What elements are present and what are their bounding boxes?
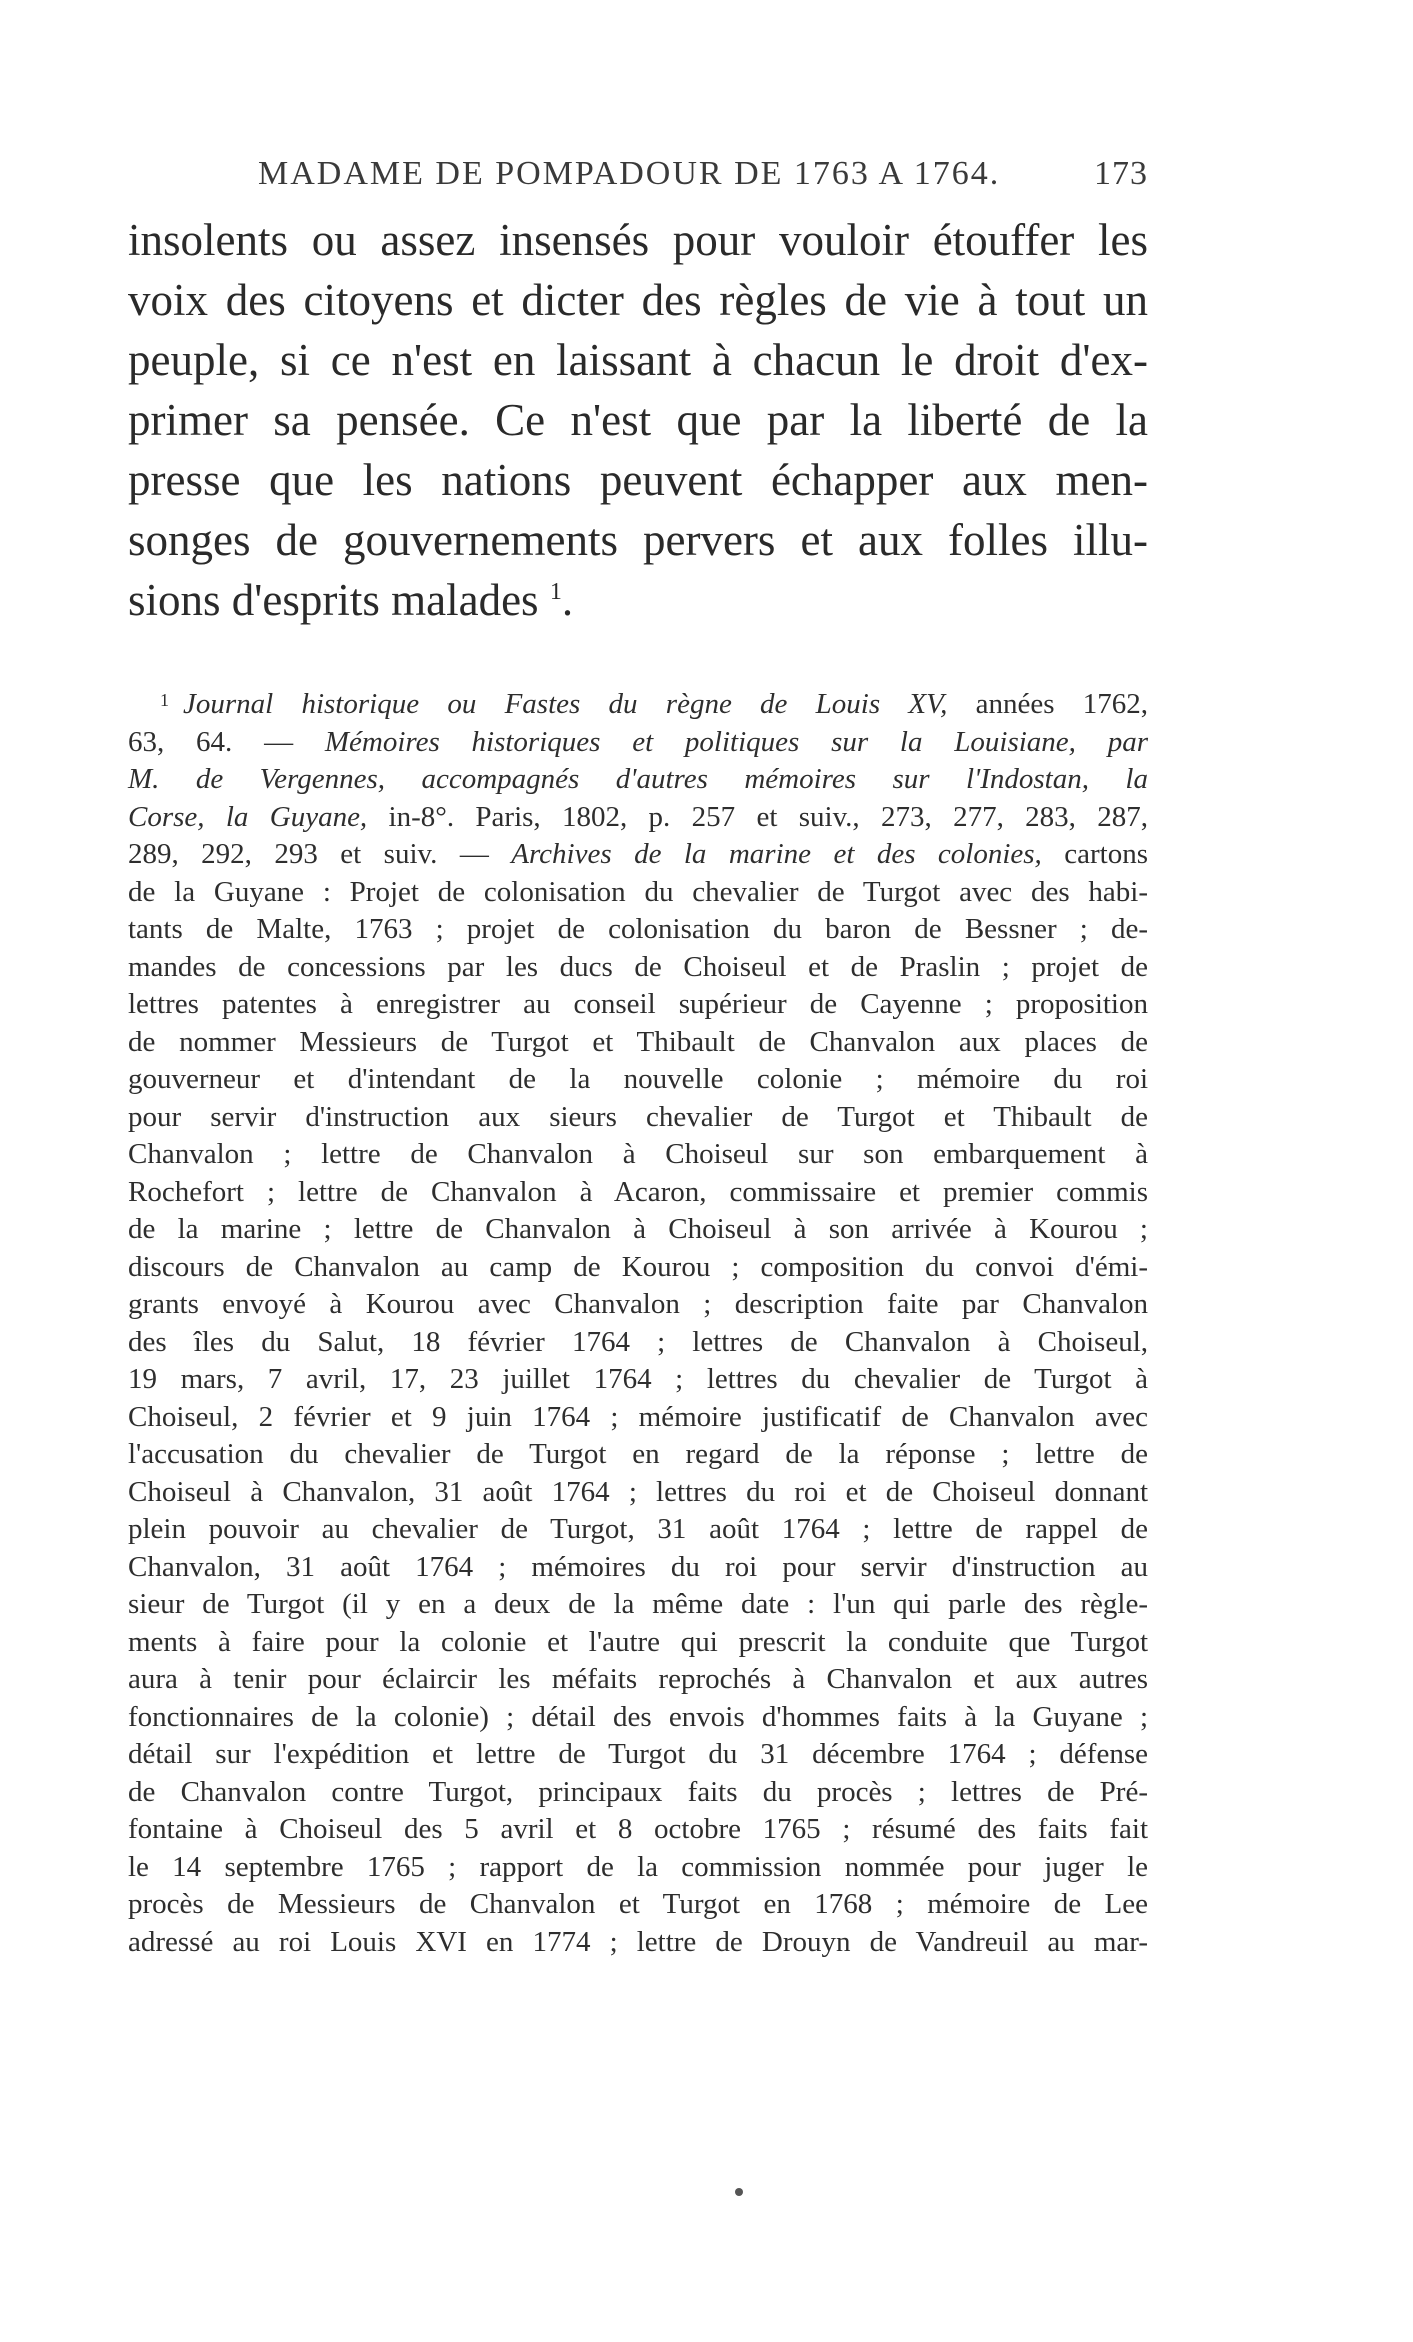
body-line: insolents ou assez insensés pour vouloir étouffer les (128, 215, 1148, 265)
body-line: primer sa pensée. Ce n'est que par la liberté de la (128, 395, 1148, 445)
footnote-line: de nommer Messieurs de Turgot et Thibault de Chanvalon aux places de (128, 1025, 1148, 1058)
footnote-line: 19 mars, 7 avril, 17, 23 juillet 1764 ; lettres du chevalier de Turgot à (128, 1363, 1148, 1395)
body-line-text: sions d'esprits malades (128, 575, 539, 625)
footnote-text: 289, 292, 293 et suiv. — (128, 838, 512, 870)
footnote-line: le 14 septembre 1765 ; rapport de la commission nommée pour juger le (128, 1850, 1148, 1883)
footnote-marker: 1 (160, 690, 169, 710)
footnote-citation-title: Archives de la marine et des colonies, (511, 838, 1042, 870)
footnote-line: l'accusation du chevalier de Turgot en regard de la réponse ; lettre de (128, 1438, 1148, 1470)
body-paragraph (128, 210, 1148, 630)
footnote-line: fontaine à Choiseul des 5 avril et 8 octobre 1765 ; résumé des faits fait (128, 1813, 1148, 1845)
footnote-citation-title: M. de Vergennes, accompagnés d'autres mémoires sur l'Indostan, la (128, 763, 1148, 795)
footnote-line: Rochefort ; lettre de Chanvalon à Acaron, commissaire et premier commis (128, 1175, 1148, 1208)
footnote-line: de Chanvalon contre Turgot, principaux faits du procès ; lettres de Pré- (128, 1775, 1148, 1808)
footnote-citation-title: Journal historique ou Fastes du règne de Louis XV, (183, 688, 948, 720)
footnote-line: des îles du Salut, 18 février 1764 ; lettres de Chanvalon à Choiseul, (128, 1325, 1148, 1358)
footnote-line: procès de Messieurs de Chanvalon et Turgot en 1768 ; mémoire de Lee (128, 1888, 1148, 1920)
footnote-text: années 1762, (947, 688, 1148, 720)
footnote-reference: 1 (549, 579, 562, 605)
footnote-line (128, 799, 1148, 837)
footnote-line: discours de Chanvalon au camp de Kourou ; composition du convoi d'émi- (128, 1250, 1148, 1283)
footnote (128, 686, 1148, 1961)
footnote-line: grants envoyé à Kourou avec Chanvalon ; description faite par Chanvalon (128, 1288, 1148, 1320)
footnote-line (128, 761, 1148, 799)
footnote-line: plein pouvoir au chevalier de Turgot, 31 août 1764 ; lettre de rappel de (128, 1513, 1148, 1545)
footnote-line: sieur de Turgot (il y en a deux de la même date : l'un qui parle des règle- (128, 1588, 1148, 1620)
body-line-last (128, 570, 1148, 630)
footnote-line (128, 724, 1148, 762)
footnote-line (128, 686, 1148, 724)
footnote-line: tants de Malte, 1763 ; projet de colonisation du baron de Bessner ; de- (128, 913, 1148, 945)
footnote-line: de la Guyane : Projet de colonisation du chevalier de Turgot avec des habi- (128, 875, 1148, 908)
footnote-text: in-8°. Paris, 1802, p. 257 et suiv., 273, 277, 283, 287, (367, 800, 1148, 833)
footnote-line: Choiseul à Chanvalon, 31 août 1764 ; lettres du roi et de Choiseul donnant (128, 1475, 1148, 1508)
footnote-line: pour servir d'instruction aux sieurs chevalier de Turgot et Thibault de (128, 1100, 1148, 1133)
footnote-line: mandes de concessions par les ducs de Choiseul et de Praslin ; projet de (128, 950, 1148, 983)
footnote-line: aura à tenir pour éclaircir les méfaits reprochés à Chanvalon et aux autres (128, 1663, 1148, 1695)
footnote-line: Chanvalon, 31 août 1764 ; mémoires du roi pour servir d'instruction au (128, 1550, 1148, 1583)
footnote-line: gouverneur et d'intendant de la nouvelle colonie ; mémoire du roi (128, 1063, 1148, 1095)
footnote-line: ments à faire pour la colonie et l'autre qui prescrit la conduite que Turgot (128, 1625, 1148, 1658)
running-head (258, 155, 1148, 195)
body-line: voix des citoyens et dicter des règles de vie à tout un (128, 275, 1148, 325)
footnote-line: détail sur l'expédition et lettre de Turgot du 31 décembre 1764 ; défense (128, 1738, 1148, 1770)
footnote-line (128, 836, 1148, 874)
body-line-end: . (561, 575, 574, 625)
page-number: 173 (1094, 155, 1148, 192)
footnote-line: lettres patentes à enregistrer au conseil supérieur de Cayenne ; proposition (128, 988, 1148, 1020)
footnote-line: de la marine ; lettre de Chanvalon à Choiseul à son arrivée à Kourou ; (128, 1213, 1148, 1245)
footnote-citation-title: Mémoires historiques et politiques sur la Louisiane, par (324, 725, 1148, 758)
footnote-line: fonctionnaires de la colonie) ; détail des envois d'hommes faits à la Guyane ; (128, 1700, 1148, 1733)
body-line: peuple, si ce n'est en laissant à chacun le droit d'ex- (128, 335, 1148, 385)
footnote-text: cartons (1041, 838, 1148, 870)
signature-mark (735, 2188, 743, 2196)
footnote-line: Choiseul, 2 février et 9 juin 1764 ; mémoire justificatif de Chanvalon avec (128, 1400, 1148, 1433)
footnote-text: 63, 64. — (128, 725, 325, 758)
body-line: songes de gouvernements pervers et aux folles illu- (128, 515, 1148, 565)
body-line: presse que les nations peuvent échapper aux men- (128, 455, 1148, 505)
footnote-line: Chanvalon ; lettre de Chanvalon à Choiseul sur son embarquement à (128, 1138, 1148, 1170)
footnote-line: adressé au roi Louis XVI en 1774 ; lettre de Drouyn de Vandreuil au mar- (128, 1925, 1148, 1958)
running-title: MADAME DE POMPADOUR DE 1763 A 1764. (258, 155, 1001, 192)
footnote-citation-title: Corse, la Guyane, (128, 800, 368, 833)
